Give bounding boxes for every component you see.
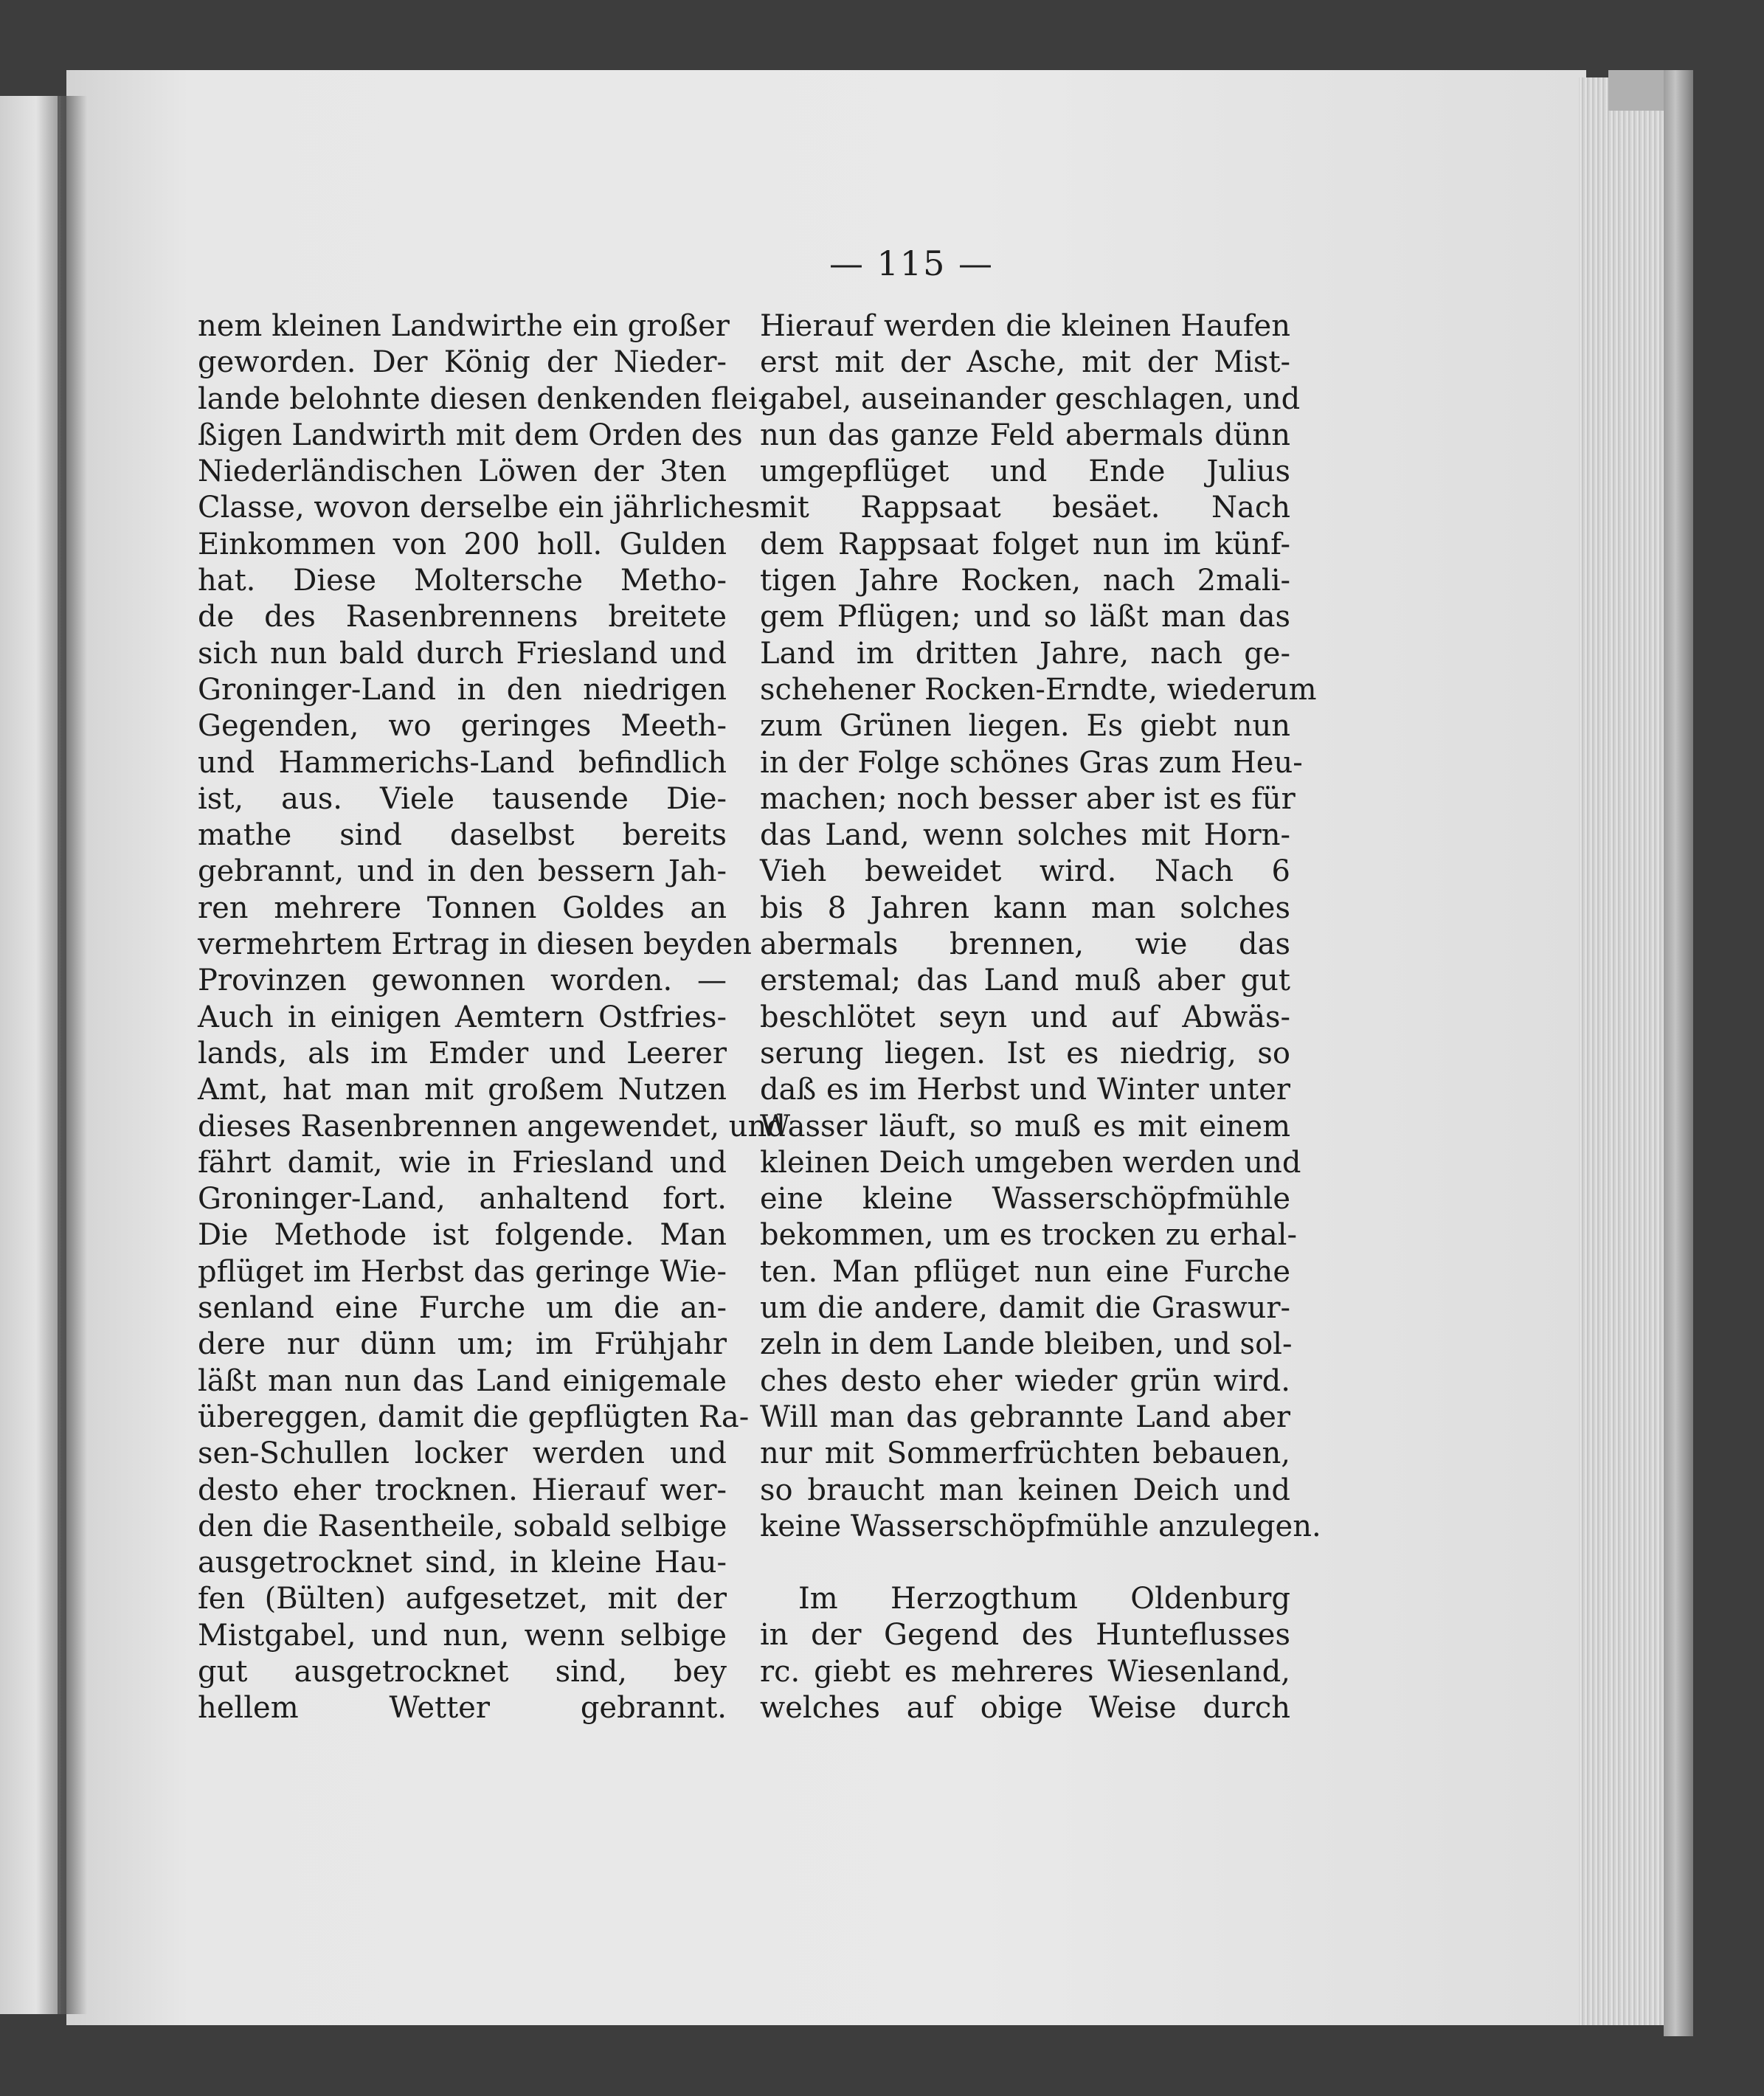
- text-line: Vieh beweidet wird. Nach 6: [760, 854, 1290, 889]
- text-line: lande belohnte diesen denkenden flei-: [198, 381, 768, 416]
- text-line: Einkommen von 200 holl. Gulden: [198, 527, 727, 561]
- text-line: machen; noch besser aber ist es für: [760, 781, 1296, 816]
- text-line: und Hammerichs-Land befindlich: [198, 745, 727, 780]
- text-line: beschlötet seyn und auf Abwäs-: [760, 1000, 1290, 1034]
- text-line: Auch in einigen Aemtern Ostfries-: [198, 1000, 727, 1034]
- text-line: Im Herzogthum Oldenburg: [798, 1582, 1290, 1616]
- text-line: daß es im Herbst und Winter unter: [760, 1073, 1290, 1107]
- text-line: sich nun bald durch Friesland und: [198, 636, 727, 671]
- text-line: den die Rasentheile, sobald selbige: [198, 1509, 727, 1543]
- text-line: läßt man nun das Land einigemale: [198, 1363, 727, 1398]
- text-line: fährt damit, wie in Friesland und: [198, 1145, 727, 1180]
- text-line: serung liegen. Ist es niedrig, so: [760, 1036, 1290, 1071]
- text-line: Will man das gebrannte Land aber: [760, 1400, 1290, 1434]
- text-line: pflüget im Herbst das geringe Wie-: [198, 1254, 727, 1289]
- text-line: ist, aus. Viele tausende Die-: [198, 781, 727, 816]
- text-line: um die andere, damit die Graswur-: [760, 1291, 1290, 1326]
- text-line: kleinen Deich umgeben werden und: [760, 1145, 1301, 1180]
- text-line: welches auf obige Weise durch: [760, 1690, 1290, 1725]
- text-line: keine Wasserschöpfmühle anzulegen.: [760, 1509, 1321, 1543]
- text-line: geworden. Der König der Nieder-: [198, 345, 727, 380]
- left-text-column: [198, 308, 786, 1727]
- text-line: bekommen, um es trocken zu erhal-: [760, 1218, 1297, 1253]
- text-line: hellem Wetter gebrannt.: [198, 1691, 727, 1726]
- text-line: de des Rasenbrennens breitete: [198, 600, 727, 634]
- text-line: Die Methode ist folgende. Man: [198, 1218, 727, 1253]
- text-line: ßigen Landwirth mit dem Orden des: [198, 418, 743, 452]
- text-line: abermals brennen, wie das: [760, 927, 1290, 962]
- text-line: dem Rappsaat folget nun im künf-: [760, 527, 1290, 561]
- text-line: bis 8 Jahren kann man solches: [760, 890, 1290, 925]
- right-text-column: [760, 308, 1321, 1726]
- text-line: fen (Bülten) aufgesetzet, mit der: [198, 1582, 727, 1616]
- text-line: eine kleine Wasserschöpfmühle: [760, 1182, 1290, 1217]
- text-line: Provinzen gewonnen worden. —: [198, 964, 727, 998]
- text-line: das Land, wenn solches mit Horn-: [760, 818, 1290, 853]
- text-line: gabel, auseinander geschlagen, und: [760, 381, 1301, 416]
- text-line: Hierauf werden die kleinen Haufen: [760, 309, 1290, 343]
- text-line: gem Pflügen; und so läßt man das: [760, 600, 1290, 634]
- text-line: desto eher trocknen. Hierauf wer-: [198, 1473, 727, 1507]
- facing-page-edge: [0, 96, 60, 2014]
- paragraph-gap: [760, 1545, 1290, 1581]
- text-line: mit Rappsaat besäet. Nach: [760, 491, 1290, 525]
- text-line: ches desto eher wieder grün wird.: [760, 1363, 1290, 1398]
- text-line: Classe, wovon derselbe ein jährliches: [198, 491, 761, 525]
- text-line: Wasser läuft, so muß es mit einem: [760, 1109, 1290, 1144]
- text-line: Mistgabel, und nun, wenn selbige: [198, 1618, 727, 1653]
- text-line: gebrannt, und in den bessern Jah-: [198, 854, 727, 889]
- text-line: mathe sind daselbst bereits: [198, 818, 727, 853]
- page-stack-edges: [1579, 77, 1672, 2025]
- text-line: Groninger-Land, anhaltend fort.: [198, 1182, 727, 1217]
- text-line: ten. Man pflüget nun eine Furche: [760, 1254, 1290, 1289]
- text-line: Groninger-Land in den niedrigen: [198, 672, 727, 707]
- text-line: ren mehrere Tonnen Goldes an: [198, 890, 727, 925]
- text-line: Niederländischen Löwen der 3ten: [198, 454, 727, 489]
- text-line: schehener Rocken-Erndte, wiederum: [760, 672, 1317, 707]
- text-line: senland eine Furche um die an-: [198, 1291, 727, 1326]
- gutter-shadow: [58, 96, 87, 2014]
- text-line: erst mit der Asche, mit der Mist-: [760, 345, 1290, 380]
- text-line: dere nur dünn um; im Frühjahr: [198, 1327, 727, 1362]
- text-line: in der Folge schönes Gras zum Heu-: [760, 745, 1303, 780]
- book-cover-edge: [1664, 70, 1693, 2036]
- text-line: nem kleinen Landwirthe ein großer: [198, 309, 730, 343]
- text-line: in der Gegend des Hunteflusses: [760, 1618, 1290, 1653]
- text-line: nur mit Sommerfrüchten bebauen,: [760, 1436, 1290, 1471]
- text-line: lands, als im Emder und Leerer: [198, 1036, 727, 1071]
- page-number: — 115 —: [829, 243, 995, 283]
- text-line: gut ausgetrocknet sind, bey: [198, 1654, 727, 1689]
- text-line: Amt, hat man mit großem Nutzen: [198, 1073, 727, 1107]
- text-line: Gegenden, wo geringes Meeth-: [198, 709, 727, 744]
- text-line: zeln in dem Lande bleiben, und sol-: [760, 1327, 1293, 1362]
- text-line: Land im dritten Jahre, nach ge-: [760, 636, 1290, 671]
- text-line: sen-Schullen locker werden und: [198, 1436, 727, 1471]
- text-line: erstemal; das Land muß aber gut: [760, 964, 1290, 998]
- text-line: nun das ganze Feld abermals dünn: [760, 418, 1290, 452]
- text-line: ausgetrocknet sind, in kleine Hau-: [198, 1546, 727, 1580]
- text-line: tigen Jahre Rocken, nach 2mali-: [760, 564, 1290, 598]
- text-line: rc. giebt es mehreres Wiesenland,: [760, 1654, 1290, 1689]
- text-line: zum Grünen liegen. Es giebt nun: [760, 709, 1290, 744]
- text-line: umgepflüget und Ende Julius: [760, 454, 1290, 489]
- text-line: hat. Diese Moltersche Metho-: [198, 564, 727, 598]
- text-line: dieses Rasenbrennen angewendet, und: [198, 1109, 786, 1144]
- text-line: so braucht man keinen Deich und: [760, 1473, 1290, 1507]
- text-line: vermehrtem Ertrag in diesen beyden: [198, 927, 752, 962]
- text-line: übereggen, damit die gepflügten Ra-: [198, 1400, 750, 1434]
